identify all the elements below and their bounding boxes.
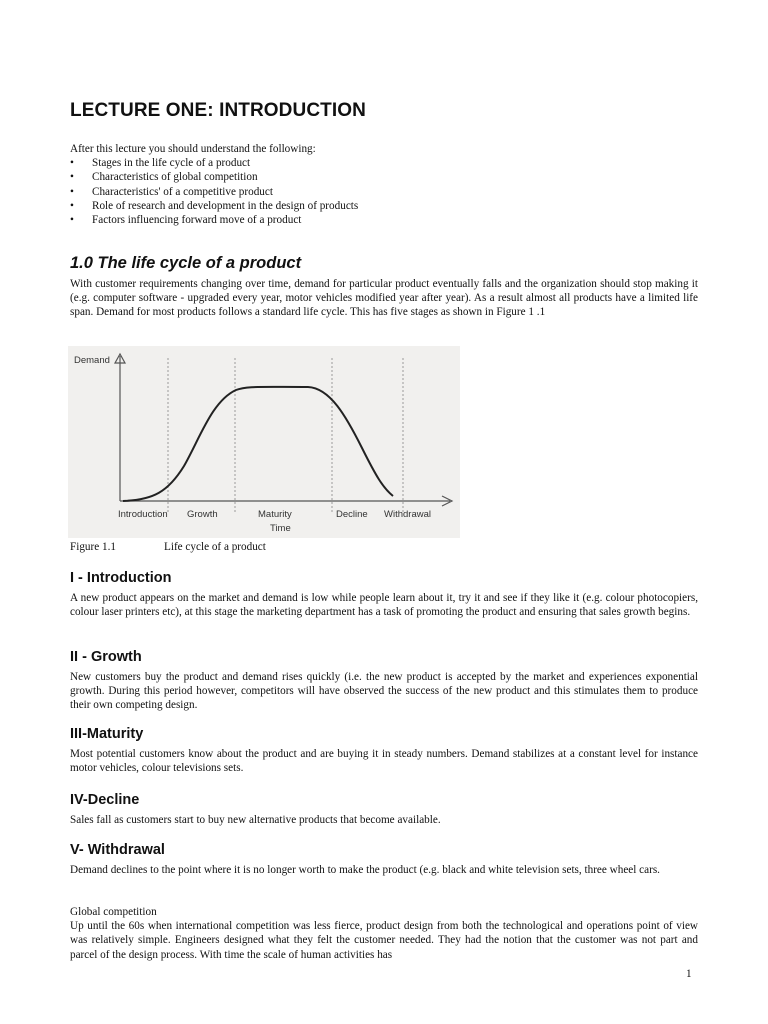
life-cycle-diagram (68, 346, 460, 538)
stage-heading-introduction: I - Introduction (70, 570, 172, 586)
page-number: 1 (686, 968, 692, 980)
section-paragraph: With customer requirements changing over time, demand for particular product eventually falls and the organization should stop making it (e.g. computer software - upgraded every year, motor vehicles modified year after year). As a result almost all products have a limited life span. Demand for most products follows a standard life cycle. This has five stages as shown in Figure 1 .1 (70, 278, 698, 319)
stage-label-growth: Growth (187, 509, 218, 520)
objectives-block (70, 142, 700, 227)
stage-heading-growth: II - Growth (70, 649, 142, 665)
figure-number: Figure 1.1 (70, 541, 116, 553)
demand-curve (123, 387, 393, 501)
stage-heading-maturity: III-Maturity (70, 726, 144, 742)
bullet-icon: • (70, 199, 74, 212)
objective-item (70, 170, 700, 184)
stage-paragraph-growth: New customers buy the product and demand rises quickly (i.e. the new product is accepted by the market and experiences exponential growth. During this period however, competitors will have observed the success of the new product and this stimulates them to produce their own competing design. (70, 671, 698, 712)
stage-paragraph-withdrawal: Demand declines to the point where it is no longer worth to make the product (e.g. black and white television sets, three wheel cars. (70, 864, 660, 876)
objective-text: Role of research and development in the design of products (92, 199, 359, 212)
stage-label-introduction: Introduction (118, 509, 168, 520)
global-competition-title: Global competition (70, 906, 157, 918)
stage-label-withdrawal: Withdrawal (384, 509, 431, 520)
objective-text: Stages in the life cycle of a product (92, 157, 251, 170)
bullet-icon: • (70, 171, 74, 184)
bullet-icon: • (70, 157, 74, 170)
objective-item (70, 185, 700, 199)
objective-text: Factors influencing forward move of a product (92, 214, 302, 227)
stage-paragraph-decline: Sales fall as customers start to buy new alternative products that become available. (70, 814, 441, 826)
page-title: LECTURE ONE: INTRODUCTION (70, 100, 366, 121)
objectives-list (70, 156, 700, 227)
global-competition-paragraph: Up until the 60s when international competition was less fierce, product design from both the technological and operations point of view was relatively simple. Engineers designed what they felt the customer needed. They had the notion that the customer was not part and parcel of the design process. With time the scale of human activities has (70, 920, 698, 961)
stage-paragraph-introduction: A new product appears on the market and demand is low while people learn about it, try it and see if they like it (e.g. colour photocopiers, colour laser printers etc), at this stage the marketing department has a task of promoting the product and ensuring that sales growth begins. (70, 592, 698, 619)
bullet-icon: • (70, 185, 74, 198)
stage-paragraph-maturity: Most potential customers know about the product and are buying it in steady numbers. Demand stabilizes at a constant level for instance motor vehicles, colour televisions sets. (70, 748, 698, 775)
stage-heading-decline: IV-Decline (70, 792, 140, 808)
global-competition-block (70, 905, 698, 962)
stage-label-decline: Decline (336, 509, 368, 520)
stage-heading-withdrawal: V- Withdrawal (70, 842, 165, 858)
objective-item (70, 156, 700, 170)
life-cycle-figure (68, 346, 460, 538)
objective-item (70, 199, 700, 213)
figure-caption-text: Life cycle of a product (164, 541, 266, 553)
objective-text: Characteristics of global competition (92, 171, 258, 184)
stage-label-maturity: Maturity (258, 509, 292, 520)
objectives-intro: After this lecture you should understand the following: (70, 143, 316, 155)
y-axis-label: Demand (74, 355, 110, 366)
objective-item (70, 213, 700, 227)
objective-text: Characteristics' of a competitive product (92, 185, 273, 198)
bullet-icon: • (70, 214, 74, 227)
x-axis-label: Time (270, 523, 291, 534)
section-title: 1.0 The life cycle of a product (70, 254, 302, 272)
figure-caption (70, 540, 266, 554)
